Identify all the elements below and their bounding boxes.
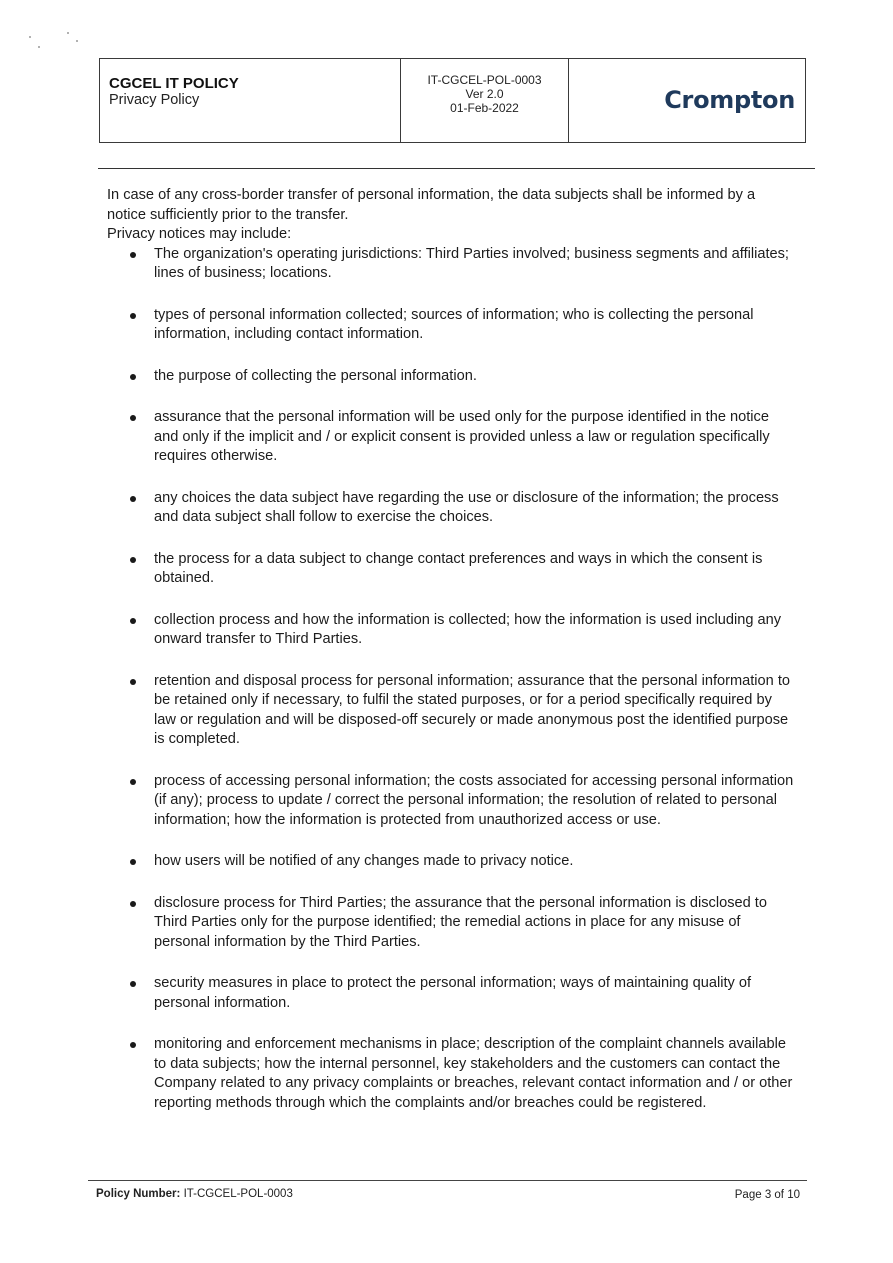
scan-speck bbox=[29, 36, 31, 38]
policy-number-value: IT-CGCEL-POL-0003 bbox=[183, 1188, 293, 1200]
list-item-text: assurance that the personal information will be used only for the purpose identified in the notice and only if the implicit and / or explicit consent is provided unless a law or regulation specifically requires otherwise. bbox=[154, 409, 770, 464]
bullet-icon bbox=[130, 859, 136, 865]
list-item bbox=[107, 367, 797, 387]
header-divider bbox=[98, 168, 815, 169]
list-item-text: retention and disposal process for personal information; assurance that the personal information to be retained only if necessary, to fulfil the stated purposes, or for a period specifically required by law or regulation and will be disposed-off securely or made anonymous post the identified purpose is completed. bbox=[154, 672, 791, 747]
policy-subtitle: Privacy Policy bbox=[109, 92, 200, 108]
policy-number-label: Policy Number: bbox=[96, 1188, 181, 1200]
header-logo-cell bbox=[569, 59, 805, 142]
scan-speck bbox=[38, 46, 40, 48]
document-body bbox=[107, 186, 797, 1135]
footer-policy-number bbox=[96, 1188, 293, 1200]
bullet-icon bbox=[130, 679, 136, 685]
list-item bbox=[107, 672, 797, 750]
list-item-text: monitoring and enforcement mechanisms in place; description of the complaint channels available to data subjects; how the internal personnel, key stakeholders and the customers can contact the Company related to any privacy complaints or breaches, relevant contact information and / or other reporting methods through which the complaints and/or breaches could be registered. bbox=[154, 1036, 793, 1111]
crompton-logo: Crompton bbox=[664, 86, 795, 114]
bullet-icon bbox=[130, 981, 136, 987]
bullet-icon bbox=[130, 496, 136, 502]
list-item-text: process of accessing personal information; the costs associated for accessing personal information (if any); process to update / correct the personal information; the resolution of related to personal information; how the information is protected from unauthorized access or use. bbox=[154, 772, 794, 828]
list-item bbox=[107, 894, 797, 953]
list-item bbox=[107, 306, 797, 345]
list-item-text: any choices the data subject have regarding the use or disclosure of the information; the process and data subject shall follow to exercise the choices. bbox=[154, 489, 779, 525]
bullet-icon bbox=[130, 415, 136, 421]
bullet-icon bbox=[130, 1042, 136, 1048]
doc-version: Ver 2.0 bbox=[465, 87, 504, 101]
page-indicator: Page 3 of 10 bbox=[734, 1189, 800, 1201]
list-item bbox=[107, 245, 797, 284]
list-item bbox=[107, 611, 797, 650]
bullet-icon bbox=[130, 374, 136, 380]
list-item-text: types of personal information collected; sources of information; who is collecting the personal information, including contact information. bbox=[154, 306, 754, 342]
intro-paragraph: In case of any cross-border transfer of personal information, the data subjects shall be informed by a notice sufficiently prior to the transfer. bbox=[107, 187, 756, 223]
list-item-text: the purpose of collecting the personal information. bbox=[154, 367, 477, 384]
document-header bbox=[99, 58, 806, 143]
scan-artifacts bbox=[0, 0, 110, 60]
list-item-text: The organization's operating jurisdictions: Third Parties involved; business segments and affiliates; lines of business; locations. bbox=[154, 245, 789, 281]
list-item-text: disclosure process for Third Parties; the assurance that the personal information is disclosed to Third Parties only for the purpose identified; the remedial actions in place for any misuse of personal information by the Third Parties. bbox=[154, 894, 767, 950]
list-item bbox=[107, 408, 797, 467]
list-item bbox=[107, 489, 797, 528]
list-item-text: how users will be notified of any changes made to privacy notice. bbox=[154, 853, 574, 869]
list-item bbox=[107, 852, 797, 872]
bullet-icon bbox=[130, 557, 136, 563]
list-item-text: the process for a data subject to change contact preferences and ways in which the consent is obtained. bbox=[154, 550, 763, 586]
bullet-icon bbox=[130, 779, 136, 785]
list-item bbox=[107, 772, 797, 831]
doc-number: IT-CGCEL-POL-0003 bbox=[427, 73, 542, 87]
doc-date: 01-Feb-2022 bbox=[450, 101, 519, 115]
list-item bbox=[107, 974, 797, 1013]
bullet-icon bbox=[130, 313, 136, 319]
bullet-icon bbox=[130, 618, 136, 624]
scan-speck bbox=[76, 40, 78, 42]
privacy-notice-list bbox=[107, 245, 797, 1114]
bullet-icon bbox=[130, 252, 136, 258]
policy-title: CGCEL IT POLICY bbox=[109, 75, 239, 92]
header-doc-info-cell bbox=[401, 59, 569, 142]
list-item bbox=[107, 1035, 797, 1113]
footer-divider bbox=[88, 1180, 807, 1181]
bullet-icon bbox=[130, 901, 136, 907]
header-title-cell bbox=[100, 59, 401, 142]
list-item bbox=[107, 550, 797, 589]
list-item-text: security measures in place to protect the personal information; ways of maintaining quality of personal information. bbox=[154, 975, 752, 1011]
scan-speck bbox=[67, 32, 69, 34]
list-item-text: collection process and how the information is collected; how the information is used including any onward transfer to Third Parties. bbox=[154, 611, 782, 647]
list-intro: Privacy notices may include: bbox=[107, 226, 292, 242]
